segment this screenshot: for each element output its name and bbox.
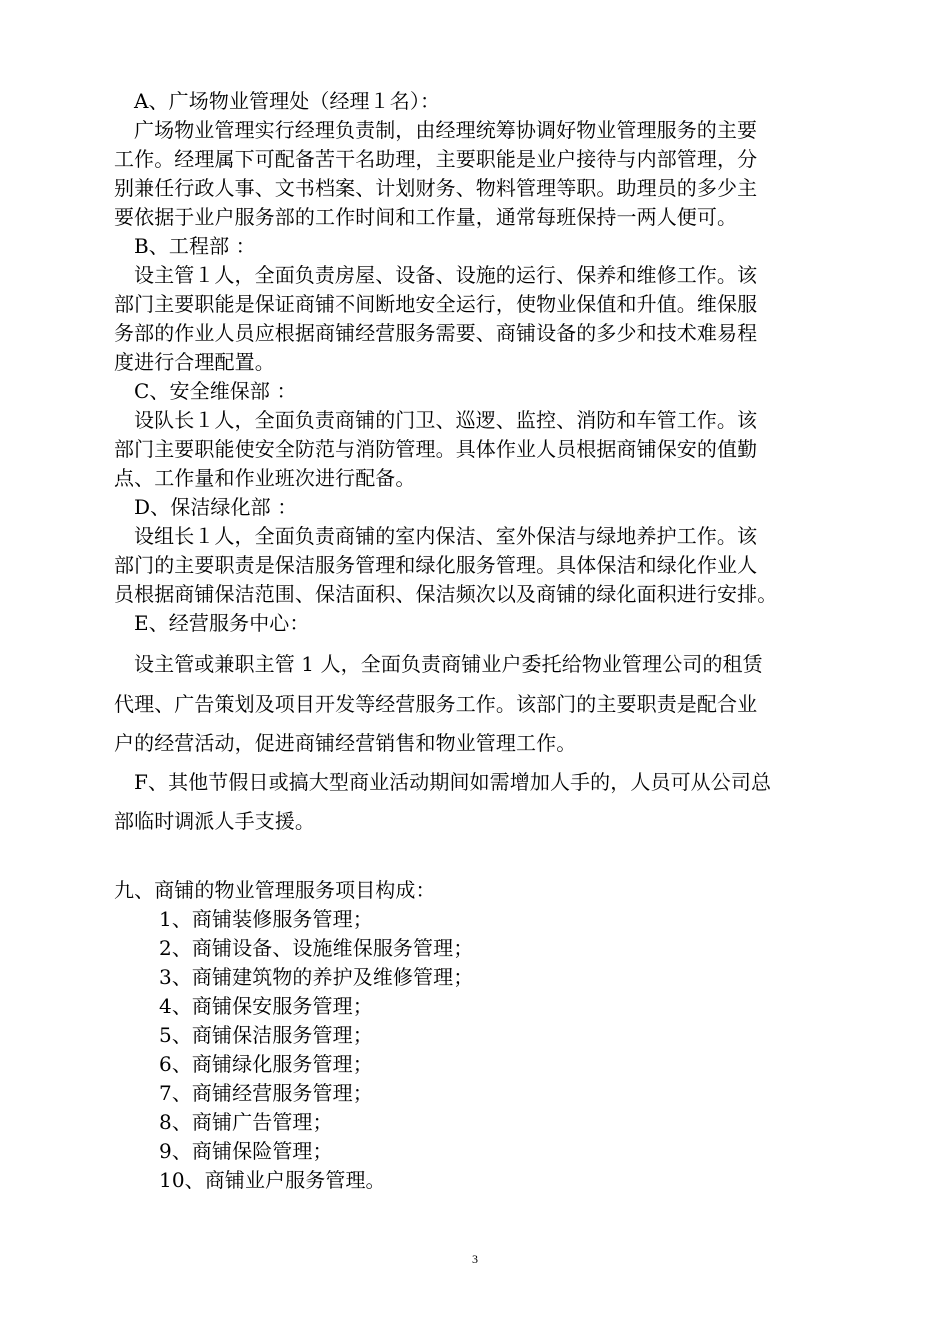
section-9-item: 1、商铺装修服务管理；	[159, 907, 373, 931]
section-e-line-3: 户的经营活动，促进商铺经营销售和物业管理工作。	[114, 731, 577, 755]
section-9-item: 9、商铺保险管理；	[159, 1139, 333, 1163]
section-9-item: 4、商铺保安服务管理；	[159, 994, 373, 1018]
section-d-line-3: 员根据商铺保洁范围、保洁面积、保洁频次以及商铺的绿化面积进行安排。	[114, 582, 778, 606]
page-number: 3	[472, 1252, 478, 1266]
section-9-item: 3、商铺建筑物的养护及维修管理；	[159, 965, 474, 989]
section-9-item: 10、商铺业户服务管理。	[159, 1168, 386, 1192]
section-a-heading: A、广场物业管理处（经理１名）：	[134, 89, 441, 113]
section-d-heading: D、保洁绿化部 ：	[134, 495, 298, 519]
section-a-line-1: 广场物业管理实行经理负责制，由经理统筹协调好物业管理服务的主要	[134, 118, 758, 142]
section-c-line-2: 部门主要职能使安全防范与消防管理。具体作业人员根据商铺保安的值勤	[114, 437, 758, 461]
section-9-item: 8、商铺广告管理；	[159, 1110, 333, 1134]
section-e-line-2: 代理、广告策划及项目开发等经营服务工作。该部门的主要职责是配合业	[114, 692, 758, 716]
section-c-line-3: 点、工作量和作业班次进行配备。	[114, 466, 416, 490]
section-b-heading: B、工程部 ：	[134, 234, 256, 258]
section-a-line-3: 别兼任行政人事、文书档案、计划财务、物料管理等职。助理员的多少主	[114, 176, 758, 200]
section-c-line-1: 设队长１人，全面负责商铺的门卫、巡逻、监控、消防和车管工作。该	[134, 408, 758, 432]
section-f-line-2: 部临时调派人手支援。	[114, 809, 315, 833]
section-e-line-1: 设主管或兼职主管 1 人，全面负责商铺业户委托给物业管理公司的租赁	[134, 652, 763, 676]
section-b-line-4: 度进行合理配置。	[114, 350, 275, 374]
section-b-line-2: 部门主要职能是保证商铺不间断地安全运行，使物业保值和升值。维保服	[114, 292, 758, 316]
section-c-heading: C、安全维保部 ：	[134, 379, 297, 403]
section-e-heading: E、经营服务中心：	[134, 611, 310, 635]
section-f-line-1: F、其他节假日或搞大型商业活动期间如需增加人手的，人员可从公司总	[134, 770, 772, 794]
section-a-line-4: 要依据于业户服务部的工作时间和工作量，通常每班保持一两人便可。	[114, 205, 738, 229]
section-b-line-1: 设主管１人，全面负责房屋、设备、设施的运行、保养和维修工作。该	[134, 263, 758, 287]
section-b-line-3: 务部的作业人员应根据商铺经营服务需要、商铺设备的多少和技术难易程	[114, 321, 758, 345]
section-9-item: 6、商铺绿化服务管理；	[159, 1052, 373, 1076]
section-d-line-2: 部门的主要职责是保洁服务管理和绿化服务管理。具体保洁和绿化作业人	[114, 553, 758, 577]
section-9-item: 5、商铺保洁服务管理；	[159, 1023, 373, 1047]
section-9-heading: 九、商铺的物业管理服务项目构成：	[114, 878, 436, 902]
section-d-line-1: 设组长１人，全面负责商铺的室内保洁、室外保洁与绿地养护工作。该	[134, 524, 758, 548]
section-9-item: 2、商铺设备、设施维保服务管理；	[159, 936, 474, 960]
section-9-item: 7、商铺经营服务管理；	[159, 1081, 373, 1105]
section-a-line-2: 工作。经理属下可配备苦干名助理，主要职能是业户接待与内部管理，分	[114, 147, 758, 171]
